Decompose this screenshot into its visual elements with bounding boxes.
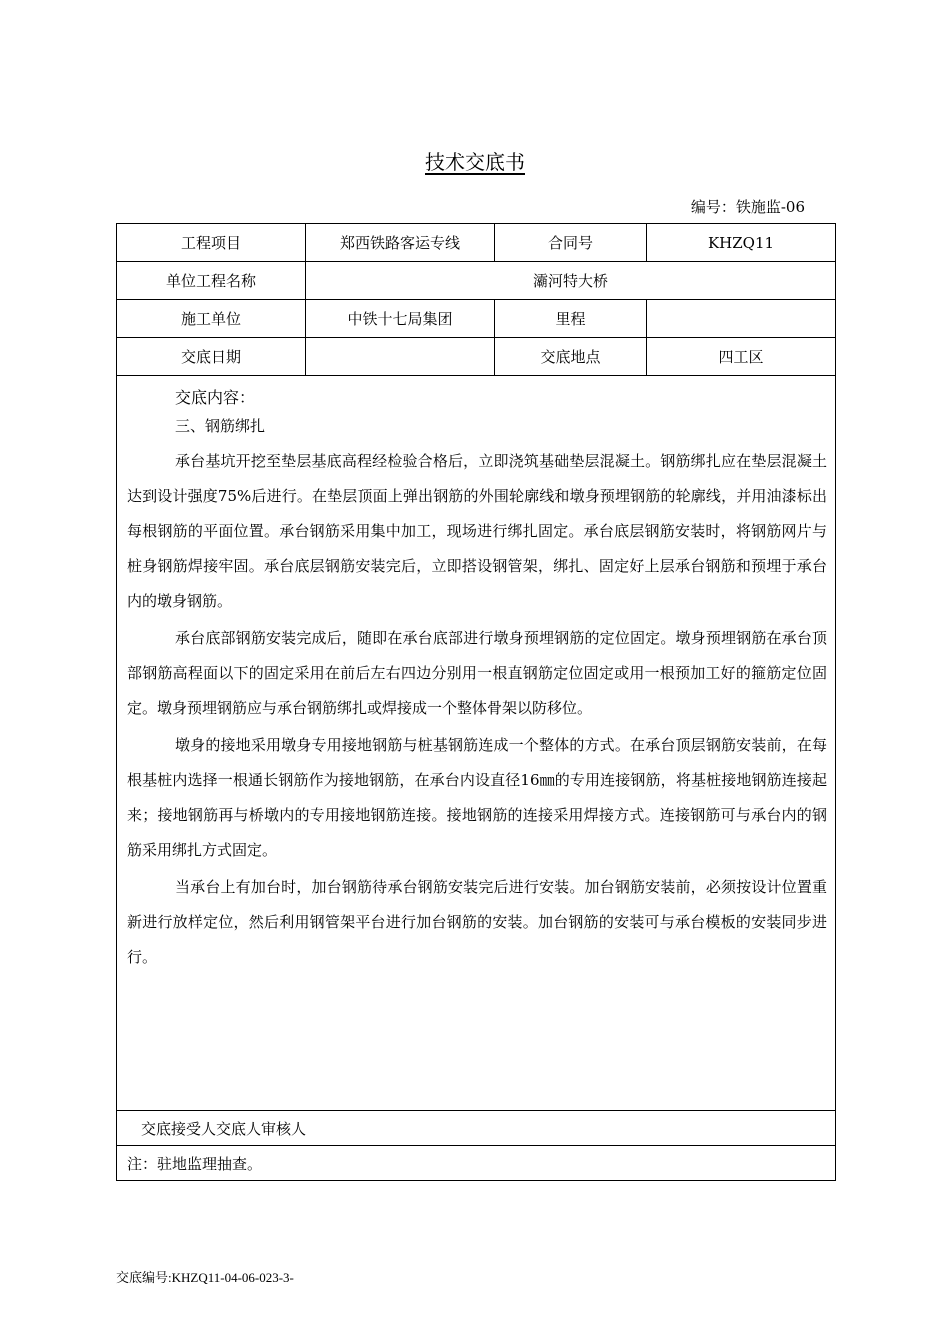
project-value: 郑西铁路客运专线: [306, 224, 495, 262]
note-row: 注：驻地监理抽查。: [117, 1146, 836, 1181]
section-heading: 三、钢筋绑扎: [175, 417, 266, 435]
paragraph: 墩身的接地采用墩身专用接地钢筋与桩基钢筋连成一个整体的方式。在承台顶层钢筋安装前，在每根基桩内选择一根通长钢筋作为接地钢筋，在承台内设直径16㎜的专用连接钢筋，将基桩接地钢筋连接起来；接地钢筋再与桥墩内的专用接地钢筋连接。接地钢筋的连接采用焊接方式。连接钢筋可与承台内的钢筋采用绑扎方式固定。: [127, 736, 827, 859]
footer-code: 交底编号:KHZQ11-04-06-023-3-: [116, 1270, 294, 1285]
disclosure-form-table: [116, 223, 836, 1181]
table-row: [117, 1146, 836, 1181]
contract-label: 合同号: [495, 224, 647, 262]
signature-row: 交底接受人交底人审核人: [117, 1111, 836, 1146]
date-value: [306, 338, 495, 376]
contractor-value: 中铁十七局集团: [306, 300, 495, 338]
table-row: [117, 376, 836, 1111]
document-number: 编号：铁施监-06: [690, 198, 805, 216]
project-label: 工程项目: [117, 224, 306, 262]
location-value: 四工区: [647, 338, 836, 376]
paragraph: 承台底部钢筋安装完成后，随即在承台底部进行墩身预埋钢筋的定位固定。墩身预埋钢筋在承台顶部钢筋高程面以下的固定采用在前后左右四边分别用一根直钢筋定位固定或用一根预加工好的箍筋定位固定。墩身预埋钢筋应与承台钢筋绑扎或焊接成一个整体骨架以防移位。: [127, 629, 827, 717]
mileage-label: 里程: [495, 300, 647, 338]
content-label: 交底内容：: [175, 388, 256, 407]
location-label: 交底地点: [495, 338, 647, 376]
date-label: 交底日期: [117, 338, 306, 376]
table-row: [117, 300, 836, 338]
paragraph: 当承台上有加台时，加台钢筋待承台钢筋安装完后进行安装。加台钢筋安装前，必须按设计位置重新进行放样定位，然后利用钢管架平台进行加台钢筋的安装。加台钢筋的安装可与承台模板的安装同步进行。: [127, 878, 827, 966]
contract-value: KHZQ11: [647, 224, 836, 262]
contractor-label: 施工单位: [117, 300, 306, 338]
unit-project-label: 单位工程名称: [117, 262, 306, 300]
table-row: [117, 262, 836, 300]
unit-project-value: 灞河特大桥: [306, 262, 836, 300]
document-title: 技术交底书: [425, 150, 525, 174]
table-row: [117, 1111, 836, 1146]
paragraph: 承台基坑开挖至垫层基底高程经检验合格后，立即浇筑基础垫层混凝土。钢筋绑扎应在垫层混凝土达到设计强度75%后进行。在垫层顶面上弹出钢筋的外围轮廓线和墩身预埋钢筋的轮廓线，并用油漆标出每根钢筋的平面位置。承台钢筋采用集中加工，现场进行绑扎固定。承台底层钢筋安装时，将钢筋网片与桩身钢筋焊接牢固。承台底层钢筋安装完后，立即搭设钢管架，绑扎、固定好上层承台钢筋和预埋于承台内的墩身钢筋。: [127, 452, 827, 610]
content-cell: [117, 376, 836, 1111]
table-row: [117, 224, 836, 262]
mileage-value: [647, 300, 836, 338]
table-row: [117, 338, 836, 376]
